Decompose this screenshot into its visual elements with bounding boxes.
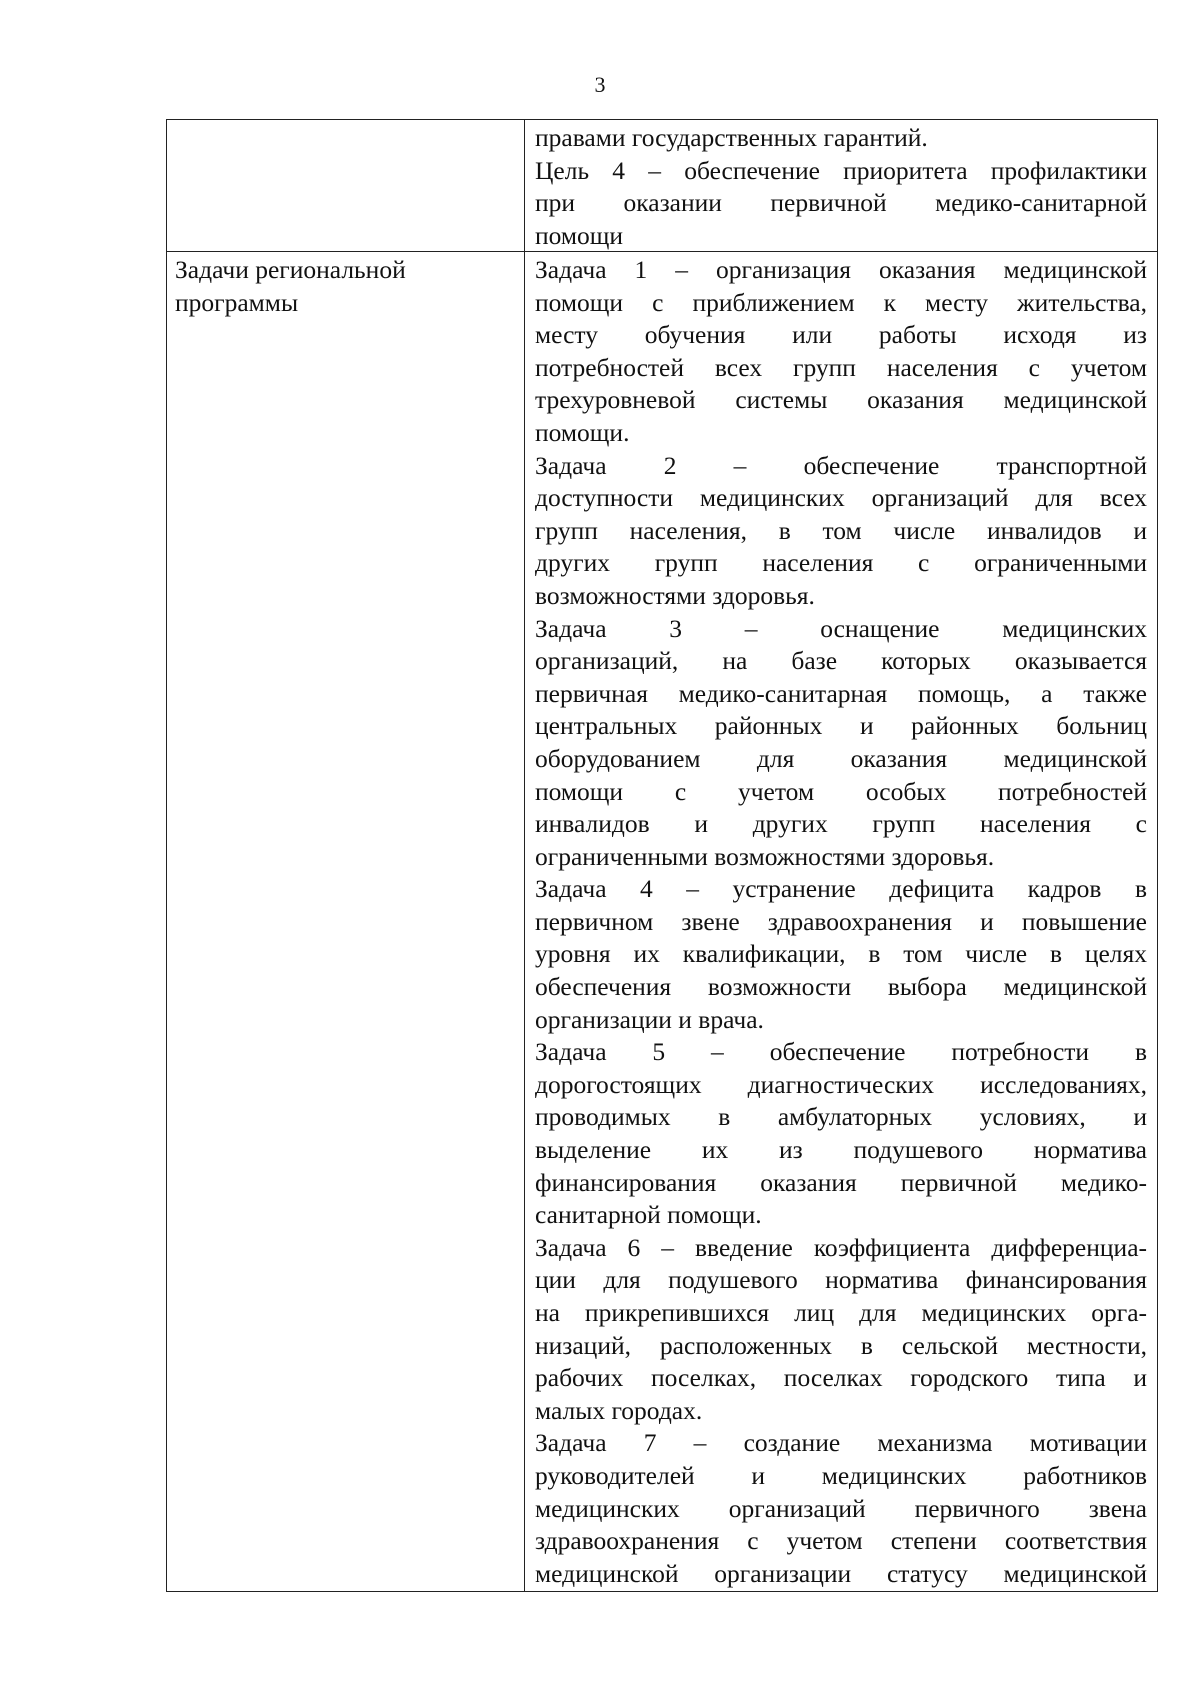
text-line: ции для подушевого норматива финансирования [535, 1265, 1147, 1295]
text-line: организации и врача. [535, 1004, 764, 1034]
text-line: Задача 6 – введение коэффициента дифференциа- [535, 1232, 1147, 1262]
text-line: помощи [535, 220, 624, 250]
text-line: Задача 2 – обеспечение транспортной [535, 450, 1147, 480]
text-line: Задачи региональной [175, 255, 406, 284]
text-line: малых городах. [535, 1395, 703, 1425]
text-line: ограниченными возможностями здоровья. [535, 841, 995, 871]
program-passport-table [166, 119, 1158, 1592]
text-line: доступности медицинских организаций для всех [535, 483, 1147, 513]
text-line: руководителей и медицинских работников [535, 1460, 1147, 1490]
text-line: оборудованием для оказания медицинской [535, 743, 1147, 773]
text-line: Задача 5 – обеспечение потребности в [535, 1037, 1147, 1067]
text-line: Задача 4 – устранение дефицита кадров в [535, 874, 1147, 904]
text-line: медицинской организации статусу медицинской [535, 1558, 1147, 1588]
text-line: центральных районных и районных больниц [535, 711, 1147, 741]
text-line: Задача 3 – оснащение медицинских [535, 613, 1147, 643]
text-line: Задача 7 – создание механизма мотивации [535, 1428, 1147, 1458]
text-line: Задача 1 – организация оказания медицинской [535, 255, 1147, 284]
text-line: правами государственных гарантий. [535, 123, 928, 152]
text-line: при оказании первичной медико-санитарной [535, 188, 1147, 218]
text-line: организаций, на базе которых оказывается [535, 646, 1147, 676]
text-line: помощи. [535, 417, 630, 447]
text-line: на прикрепившихся лиц для медицинских орга- [535, 1298, 1147, 1327]
tasks-label-cell [167, 252, 525, 1591]
text-line: трехуровневой системы оказания медицинской [535, 385, 1147, 415]
text-line: медицинских организаций первичного звена [535, 1493, 1147, 1523]
text-line: выделение их из подушевого норматива [535, 1135, 1147, 1165]
text-line: первичном звене здравоохранения и повышение [535, 906, 1147, 936]
text-line: инвалидов и других групп населения с [535, 809, 1147, 839]
text-line: дорогостоящих диагностических исследованиях, [535, 1069, 1147, 1099]
text-line: санитарной помощи. [535, 1200, 762, 1230]
tasks-content-cell [525, 252, 1157, 1591]
text-line: помощи с приближением к месту жительства, [535, 287, 1147, 317]
text-line: уровня их квалификации, в том числе в целях [535, 939, 1147, 969]
text-line: помощи с учетом особых потребностей [535, 776, 1147, 806]
text-line: проводимых в амбулаторных условиях, и [535, 1102, 1147, 1132]
text-line: групп населения, в том числе инвалидов и [535, 515, 1147, 545]
text-line: месту обучения или работы исходя из [535, 320, 1147, 350]
text-line: других групп населения с ограниченными [535, 548, 1147, 578]
text-line: финансирования оказания первичной медико- [535, 1167, 1147, 1197]
text-line: потребностей всех групп населения с учетом [535, 352, 1147, 382]
table-row [167, 252, 1157, 1591]
page-number: 3 [594, 72, 606, 97]
text-line: обеспечения возможности выбора медицинской [535, 972, 1147, 1002]
row-label-cell-empty [167, 120, 525, 251]
text-line: здравоохранения с учетом степени соответствия [535, 1526, 1147, 1556]
text-line: программы [175, 287, 299, 317]
text-line: первичная медико-санитарная помощь, а также [535, 678, 1147, 708]
table-row [167, 120, 1157, 252]
text-line: низаций, расположенных в сельской местности, [535, 1330, 1147, 1360]
text-line: Цель 4 – обеспечение приоритета профилактики [535, 155, 1147, 185]
goals-continuation-cell [525, 120, 1157, 251]
text-line: рабочих поселках, поселках городского типа и [535, 1363, 1147, 1393]
text-line: возможностями здоровья. [535, 580, 815, 610]
